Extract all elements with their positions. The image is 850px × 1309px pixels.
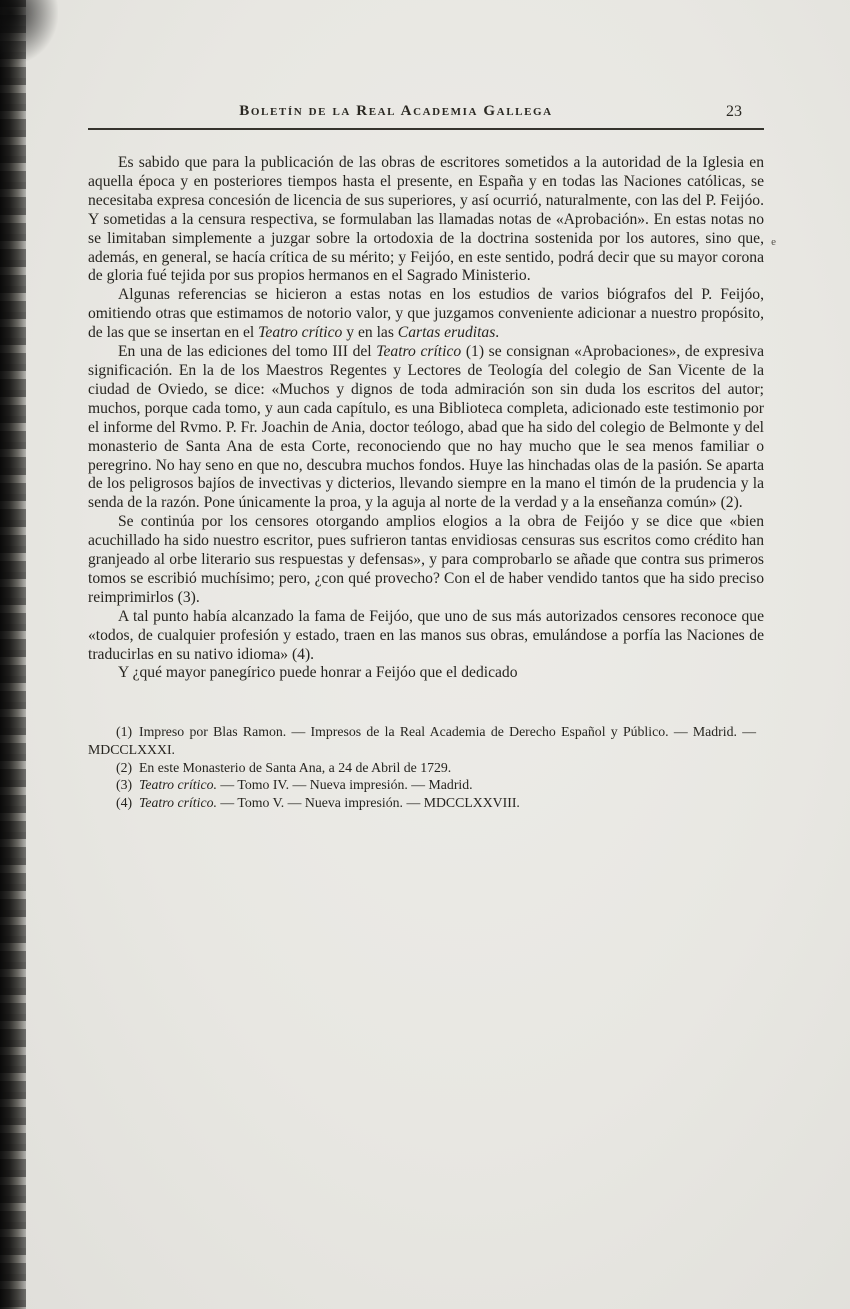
text-run: (1) Impreso por Blas Ramon. — Impresos de la Real Academia de Derecho Español y Público. — Madrid. — MDCCLXXXI. [88, 724, 756, 757]
text-run: y en las [342, 324, 398, 342]
text-run: A tal punto había alcanzado la fama de Feijóo, que uno de sus más autorizados censores reconoce que «todos, de cualquier profesión y estado, traen en las manos sus obras, emulándose a porfía las Naciones de traducirlas en su nativo idioma» (4). [88, 607, 764, 663]
text-run: . [495, 324, 500, 342]
footnote [88, 794, 756, 812]
text-run: — Tomo V. — Nueva impresión. — MDCCLXXVIII. [216, 794, 520, 810]
page-header [88, 103, 764, 125]
text-run: En una de las ediciones del tomo III del [118, 343, 377, 361]
italic-text-run: Cartas eruditas [397, 324, 496, 342]
paragraph [88, 513, 764, 608]
binding-shadow [0, 0, 26, 1309]
italic-text-run: Teatro crítico [258, 324, 343, 342]
italic-text-run: Teatro crítico [376, 343, 462, 361]
footnote [88, 776, 756, 794]
italic-text-run: Teatro crítico. [139, 777, 217, 793]
body-paragraphs [88, 154, 764, 683]
text-run: (2) En este Monasterio de Santa Ana, a 24 de Abril de 1729. [116, 759, 452, 775]
page-number: 23 [726, 103, 742, 120]
text-run: (3) [116, 777, 139, 793]
footnotes [88, 723, 764, 811]
text-run: Se continúa por los censores otorgando amplios elogios a la obra de Feijóo y se dice que «bien acuchillado ha sido nuestro escritor, pues sufrieron tantas envidiosas censuras sus escritos como crédito han granjeado al orbe literario sus respuestas y defensas», y para comprobarlo se añade que contra sus primeros tomos se escribió muchísimo; pero, ¿con qué provecho? Con el de haber vendido tantos que ha sido preciso reimprimirlos (3). [88, 513, 764, 606]
paragraph [88, 664, 764, 683]
paragraph [88, 154, 764, 286]
page-body [88, 0, 764, 1309]
text-run: Y ¿qué mayor panegírico puede honrar a Feijóo que el dedicado [118, 664, 518, 682]
italic-text-run: Teatro crítico. [139, 794, 217, 810]
scan-artifact: e [771, 236, 776, 248]
running-title: Boletín de la Real Academia Gallega [239, 103, 553, 119]
text-run: (4) [116, 794, 139, 810]
text-run: Algunas referencias se hicieron a estas notas en los estudios de varios biógrafos del P. Feijóo, omitiendo otras que estimamos de notorio valor, y que juzgamos conveniente adicionar a nuestro propósito, de las que se insertan en el [88, 286, 764, 342]
text-run: (1) se consignan «Aprobaciones», de expresiva significación. En la de los Maestros Regentes y Lectores de Teología del colegio de San Vicente de la ciudad de Oviedo, se dice: «Muchos y dignos de toda admiración son sin duda los escritos del autor; muchos, porque cada tomo, y aun cada capítulo, es una Biblioteca completa, adicionado este testimonio por el informe del Rvmo. P. Fr. Joachin de Ania, doctor teólogo, abad que ha sido del colegio de Belmonte y del monasterio de Santa Ana de esta Corte, reconociendo que no hay mucho que le sea menos familiar o peregrino. No hay seno en que no, descubra muchos fondos. Huye las hinchadas olas de la pasión. Se aparta de los peligrosos bajíos de invectivas y dicterios, llevando siempre en la mano el timón de la prudencia y la senda de la razón. Pone únicamente la proa, y la aguja al norte de la verdad y a la enseñanza común» (2). [88, 343, 765, 512]
text-run: — Tomo IV. — Nueva impresión. — Madrid. [216, 777, 473, 793]
header-rule [88, 128, 764, 130]
paragraph [88, 286, 764, 343]
footnote [88, 723, 756, 758]
paragraph [88, 343, 764, 513]
footnote [88, 759, 756, 777]
text-run: Es sabido que para la publicación de las obras de escritores sometidos a la autoridad de la Iglesia en aquella época y en posteriores tiempos hasta el presente, en España y en todas las Naciones católicas, se necesitaba expresa concesión de licencia de sus superiores, y así ocurrió, naturalmente, con las del P. Feijóo. Y sometidas a la censura respectiva, se formulaban las llamadas notas de «Aprobación». En estas notas no se limitaban simplemente a juzgar sobre la ortodoxia de la doctrina sostenida por los autores, sino que, además, en general, se hacía crítica de su mérito; y Feijóo, en este sentido, podrá decir que su mayor corona de gloria fué tejida por sus propios hermanos en el Sagrado Ministerio. [88, 154, 764, 285]
paragraph [88, 608, 764, 665]
scan-corner-blotch [0, 0, 58, 64]
